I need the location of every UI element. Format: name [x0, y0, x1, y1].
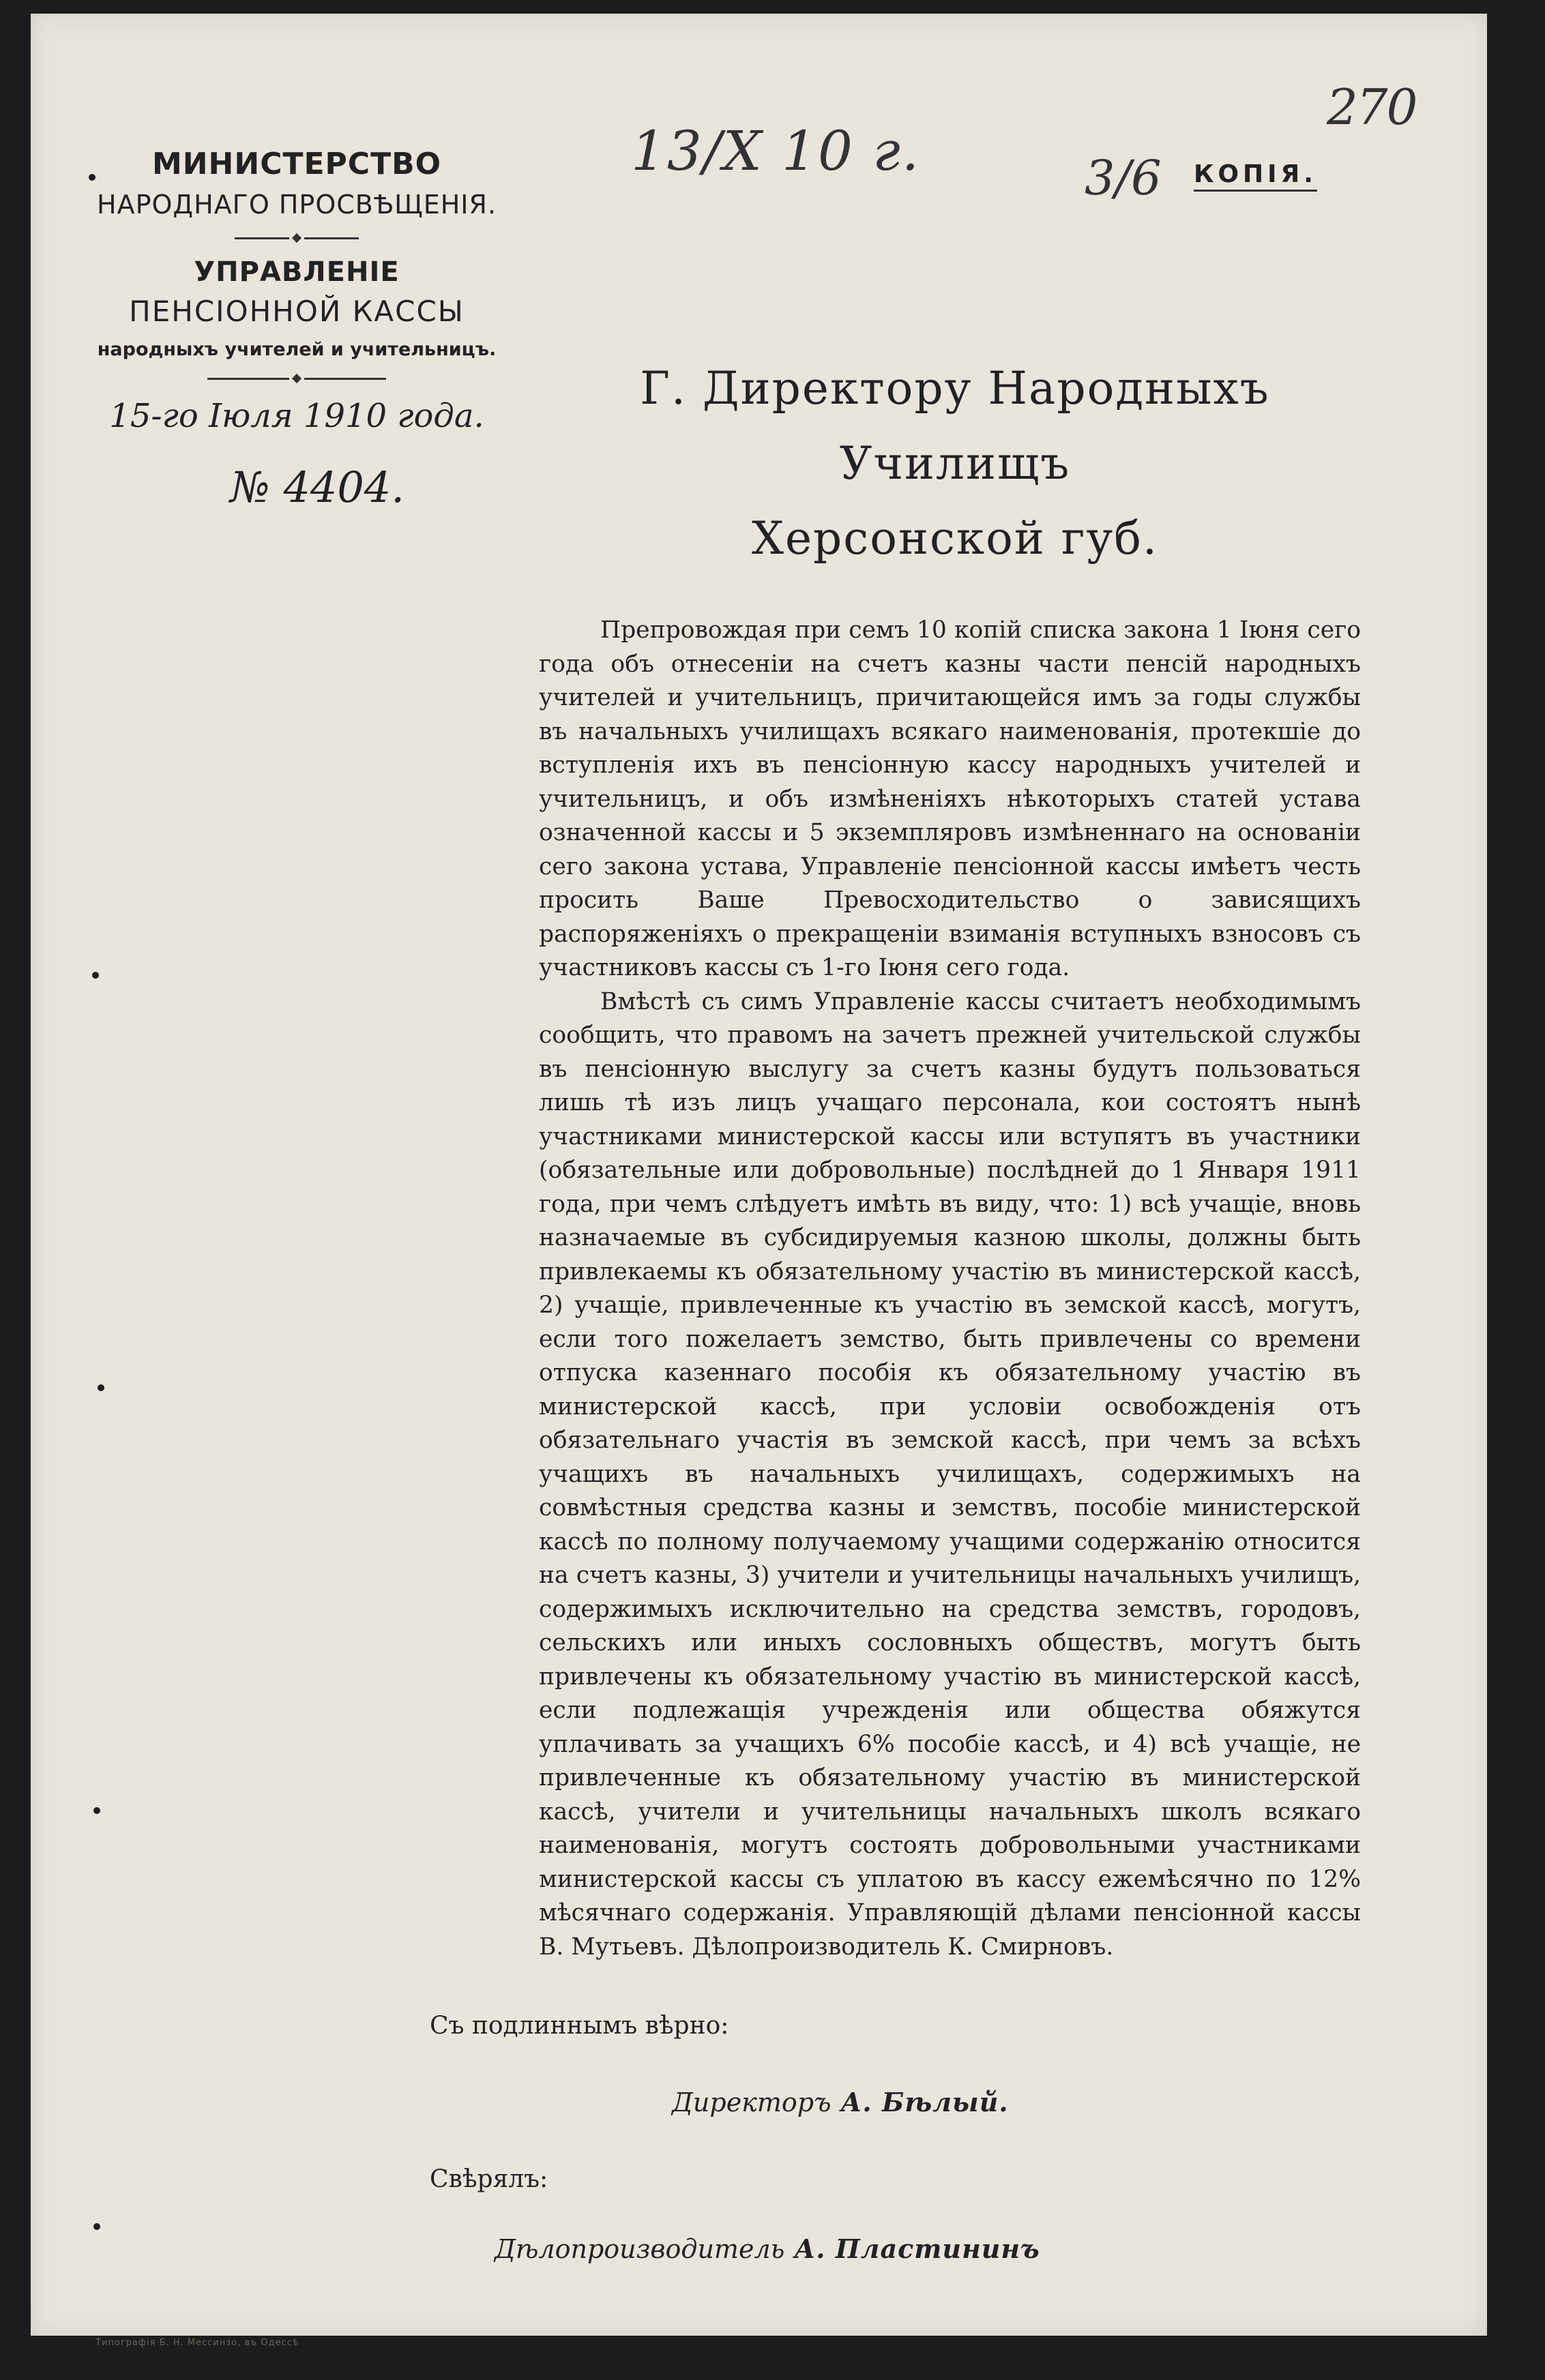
department-name-2: ПЕНСІОННОЙ КАССЫ [129, 295, 465, 328]
clerk-title: Дѣлопроизводитель [495, 2234, 785, 2264]
checked-label: Свѣрялъ: [430, 2165, 548, 2193]
body-paragraph-2: Вмѣстѣ съ симъ Управленіе кассы считаетъ необходимымъ сообщить, что правомъ на зачетъ прежней учительской службы въ пенсіонную выслугу за счетъ казны будутъ пользоваться лишь тѣ изъ лицъ учащаго персонала, кои состоятъ нынѣ участниками министерской кассы или вступятъ въ участники (обязательные или добровольные) послѣдней до 1 Января 1911 года, при чемъ слѣдуетъ имѣть въ виду, что: 1) всѣ учащіе, вновь назначаемые въ субсидируемыя казною школы, должны быть привлекаемы къ обязательному участію въ министерской кассѣ, 2) учащіе, привлеченные къ участію въ земской кассѣ, могутъ, если того пожелаетъ земство, быть привлечены со времени отпуска казеннаго пособія къ обязательному участію въ министерской кассѣ, при условіи освобожденія отъ обязательнаго участія въ земской кассѣ, при чемъ за всѣхъ учащихъ въ начальныхъ училищахъ, содержимыхъ на совмѣстныя средства казны и земствъ, пособіе министерской кассѣ по полному получаемому учащими содержанію относится на счетъ казны, 3) учители и учительницы начальныхъ училищъ, содержимыхъ исключительно на средства земствъ, городовъ, сельскихъ или иныхъ сословныхъ обществъ, могутъ быть привлечены къ обязательному участію въ министерской кассѣ, если подлежащія учрежденія или общества обяжутся уплачивать за учащихъ 6% пособіе кассѣ, и 4) всѣ учащіе, не привлеченные къ обязательному участію въ министерской кассѣ, учители и учительницы начальныхъ школъ всякаго наименованія, могутъ состоять добровольными участниками министерской кассы съ уплатою въ кассу ежемѣсячно по 12% мѣсячнаго содержанія. Управляющій дѣлами пенсіонной кассы В. Мутьевъ. Дѣлопроизводитель К. Смирновъ. [539, 987, 1361, 1961]
punch-hole [98, 1384, 104, 1391]
ornament-divider [75, 235, 518, 241]
director-signature [672, 2087, 1009, 2117]
clerk-signature [495, 2233, 1040, 2264]
handwritten-date: 13/X 10 г. [631, 119, 921, 183]
printer-imprint: Типографія Б. Н. Мессинзо, въ Одессѣ [95, 2338, 299, 2348]
ministry-name: МИНИСТЕРСТВО [151, 147, 442, 181]
letter-date: 15-го Іюля 1910 года. [109, 397, 484, 435]
certified-label: Съ подлиннымъ вѣрно: [430, 2012, 729, 2040]
punch-hole [92, 972, 99, 979]
addressee-line-2: Херсонской губ. [751, 512, 1159, 565]
director-title: Директоръ [672, 2087, 832, 2117]
director-name: А. Бѣлый. [840, 2087, 1009, 2117]
letterhead [75, 147, 518, 512]
copy-label: КОПІЯ. [1194, 160, 1317, 192]
punch-hole [93, 1807, 100, 1814]
department-name-3: народныхъ учителей и учительницъ. [97, 339, 497, 360]
body-paragraph-1: Препровождая при семъ 10 копій списка закона 1 Іюня сего года объ отнесеніи на счетъ казны части пенсій народныхъ учителей и учительницъ, причитающейся имъ за годы службы въ начальныхъ училищахъ всякаго наименованія, протекшіе до вступленія ихъ въ пенсіонную кассу народныхъ учителей и учительницъ, и объ измѣненіяхъ нѣкоторыхъ статей устава означенной кассы и 5 экземпляровъ измѣненнаго на основаніи сего закона устава, Управленіе пенсіонной кассы имѣетъ честь просить Ваше Превосходительство о зависящихъ распоряженіяхъ о прекращеніи взиманія вступныхъ взносовъ съ участниковъ кассы съ 1-го Іюня сего года. [539, 616, 1361, 981]
handwritten-mark: 3/6 [1085, 150, 1162, 206]
addressee [546, 351, 1364, 576]
ornament-divider [75, 375, 518, 382]
ministry-name-2: НАРОДНАГО ПРОСВѢЩЕНІЯ. [97, 190, 497, 220]
letter-body [539, 614, 1361, 1964]
letter-number: № 4404. [230, 462, 404, 512]
department-name: УПРАВЛЕНІЕ [194, 256, 400, 288]
archive-page-number: 270 [1327, 78, 1417, 136]
addressee-line-1: Г. Директору Народныхъ Училищъ [640, 362, 1270, 490]
clerk-name: А. Пластининъ [794, 2233, 1040, 2264]
punch-hole [93, 2223, 100, 2230]
